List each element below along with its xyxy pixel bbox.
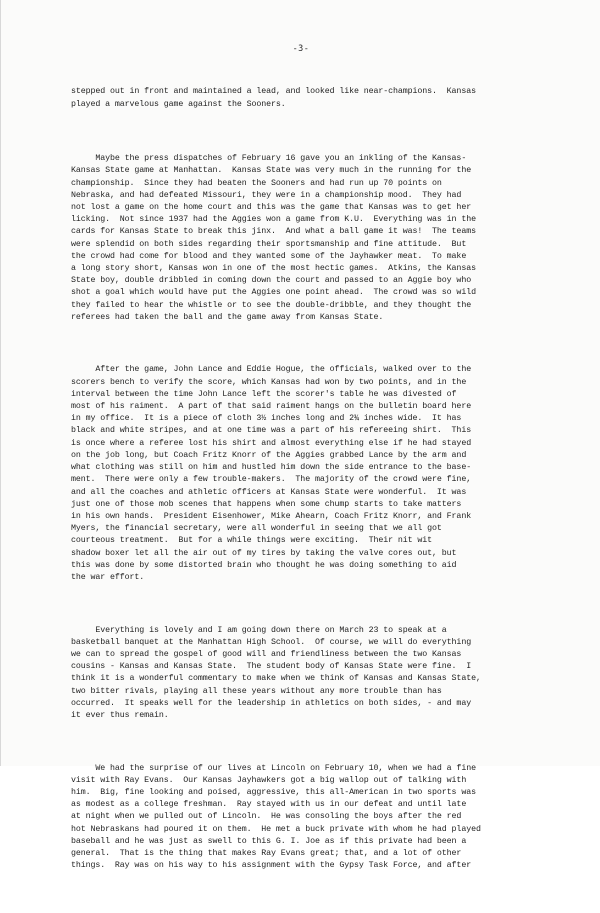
- page-number: -3-: [292, 44, 310, 54]
- letter-body: [71, 62, 571, 913]
- paragraph-3: After the game, John Lance and Eddie Hogue, the officials, walked over to the scorers bench to verify the score, which Kansas had won by two points, and in the interval between the time John Lance left the scorer's table he was divested of most of his raiment. A part of that said raiment hangs on the bulletin board here in my office. It is a piece of cloth 3½ inches long and 2¾ inches wide. It has black and white stripes, and at one time was a part of his refereeing shirt. This is once where a referee lost his shirt and almost everything else if he had stayed on the job long, but Coach Fritz Knorr of the Aggies grabbed Lance by the arm and what clothing was still on him and hustled him down the side entrance to the base- ment. There were only a few trouble-makers. The majority of the crowd were fine, and all the coaches and athletic officers at Kansas State were wonderful. It was just one of those mob scenes that happens when some chump starts to take matters in his own hands. President Eisenhower, Mike Ahearn, Coach Fritz Knorr, and Frank Myers, the financial secretary, were all wonderful in seeing that we all got courteous treatment. But for a while things were exciting. Their nit wit shadow boxer let all the air out of my tires by taking the valve cores out, but this was done by some distorted brain who thought he was doing something to aid the war effort.: [71, 365, 472, 582]
- paragraph-5: We had the surprise of our lives at Lincoln on February 10, when we had a fine visit with Ray Evans. Our Kansas Jayhawkers got a big wallop out of talking with him. Big, fine looking and poised, aggressive, this all-American in two sports was as modest as a college freshman. Ray stayed with us in our defeat and until late at night when we pulled out of Lincoln. He was consoling the boys after the red hot Nebraskans had poured it on them. He met a buck private with whom he had played baseball and he was just as swell to this G. I. Joe as if this private had been a general. That is the thing that makes Ray Evans great; that, and a lot of other things. Ray was on his way to his assignment with the Gypsy Task Force, and after: [71, 763, 481, 871]
- paragraph-1: stepped out in front and maintained a lead, and looked like near-champions. Kansas played a marvelous game against the Sooners.: [71, 87, 476, 109]
- paragraph-4: Everything is lovely and I am going down there on March 23 to speak at a basketball banquet at the Manhattan High School. Of course, we will do everything we can to spread the gospel of good will and friendliness between the two Kansas cousins - Kansas and Kansas State. The student body of Kansas State were fine. I think it is a wonderful commentary to make when we think of Kansas and Kansas State, two bitter rivals, playing all these years without any more trouble than has occurred. It speaks well for the leadership in athletics on both sides, - and may it ever thus remain.: [71, 625, 481, 720]
- paragraph-2: Maybe the press dispatches of February 16 gave you an inkling of the Kansas- Kansas State game at Manhattan. Kansas State was very much in the running for the championship. Since they had beaten the Sooners and had run up 70 points on Nebraska, and had defeated Missouri, they were in a championship mood. They had not lost a game on the home court and this was the game that Kansas was to get her licking. Not since 1937 had the Aggies won a game from K.U. Everything was in the cards for Kansas State to break this jinx. And what a ball game it was! The teams were splendid on both sides regarding their sportsmanship and fine attitude. But the crowd had come for blood and they wanted some of the Jayhawker meat. To make a long story short, Kansas won in one of the most hectic games. Atkins, the Kansas State boy, double dribbled in coming down the court and passed to an Aggie boy who shot a goal which would have put the Aggies one point ahead. The crowd was so wild they failed to hear the whistle or to see the double-dribble, and they thought the referees had taken the ball and the game away from Kansas State.: [71, 154, 476, 322]
